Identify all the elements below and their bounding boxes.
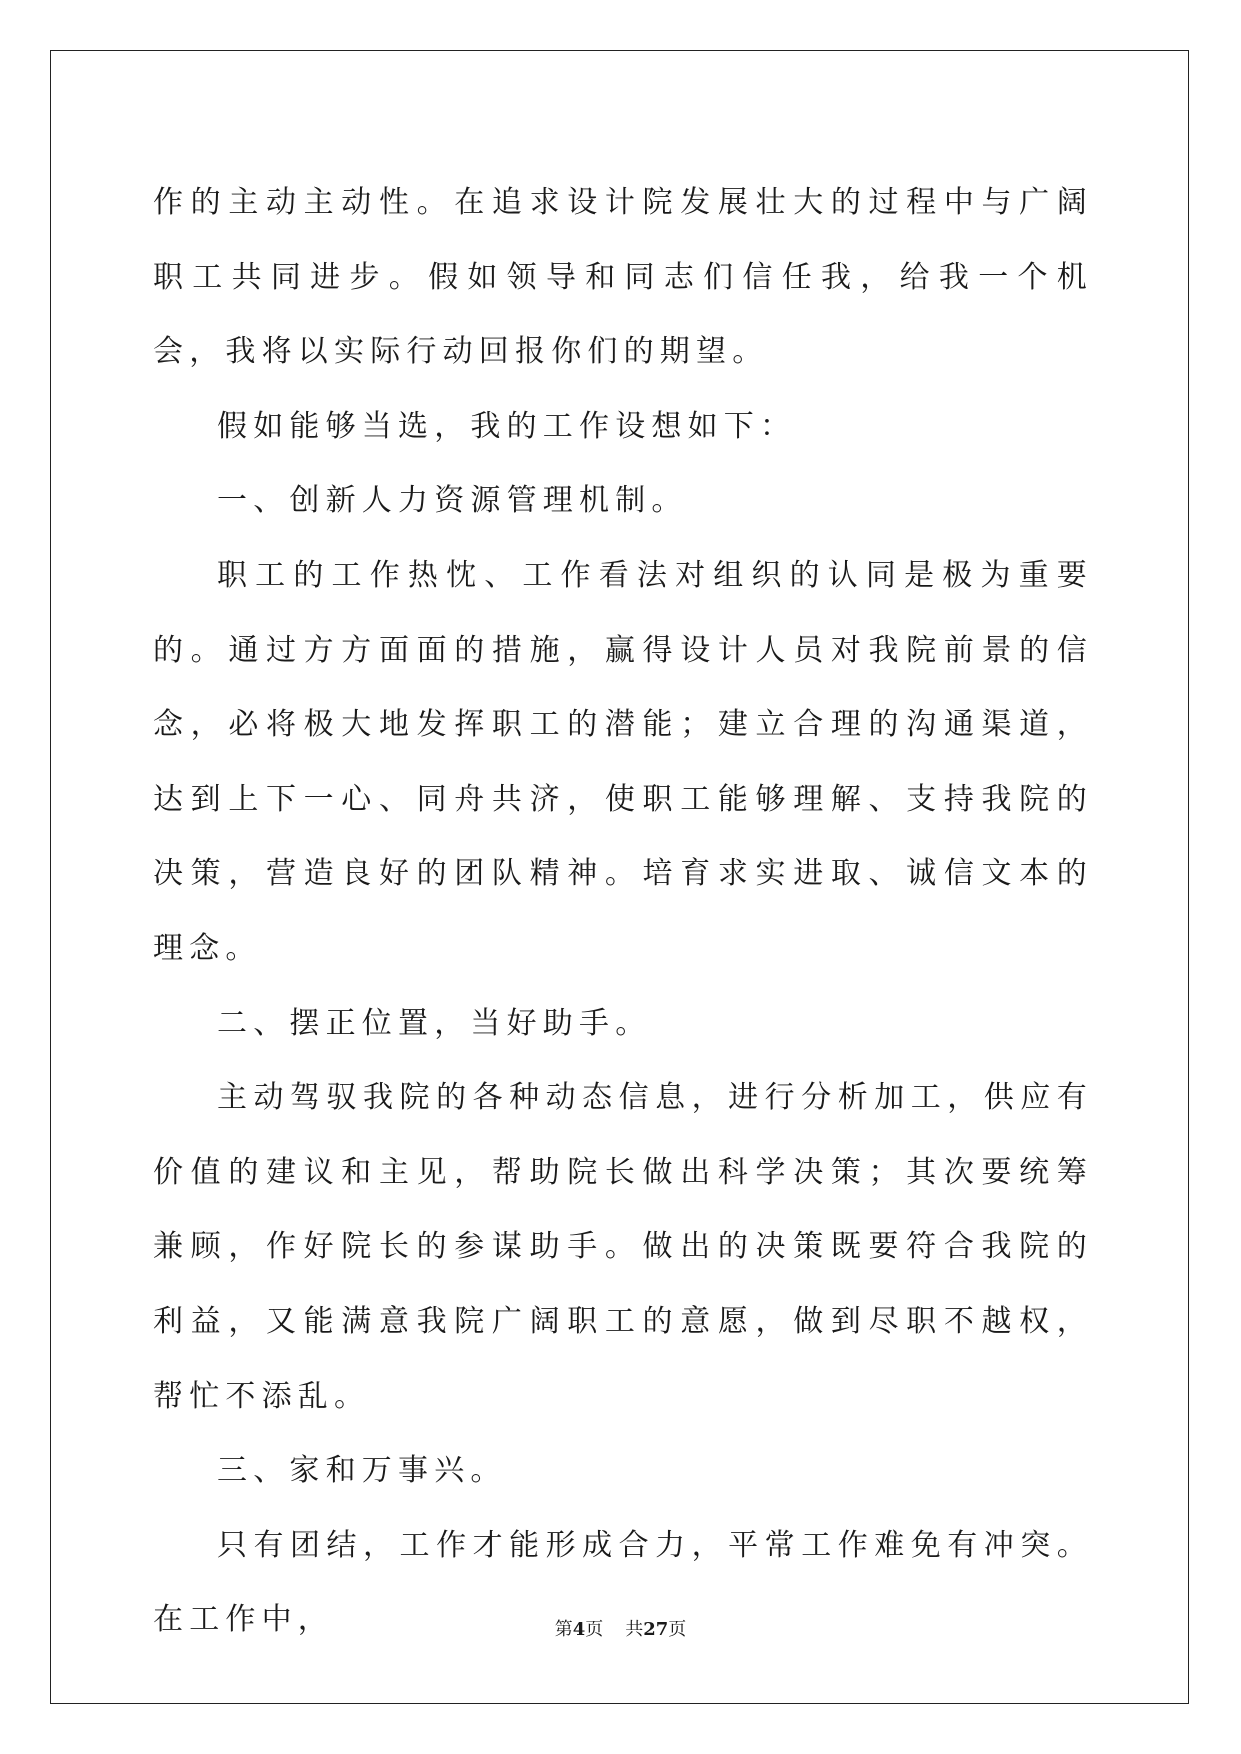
total-suffix: 页 (668, 1619, 687, 1640)
page-suffix: 页 (585, 1619, 604, 1640)
total-pages: 27 (643, 1619, 669, 1640)
page-prefix: 第 (554, 1619, 573, 1640)
page-number: 4 (572, 1619, 586, 1640)
paragraph: 作的主动主动性。在追求设计院发展壮大的过程中与广阔职工共同进步。假如领导和同志们信任我，给我一个机会，我将以实际行动回报你们的期望。 (153, 185, 1093, 370)
document-body (153, 166, 1093, 1658)
paragraph: 职工的工作热忱、工作看法对组织的认同是极为重要的。通过方方面面的措施，赢得设计人员对我院前景的信念，必将极大地发挥职工的潜能；建立合理的沟通渠道，达到上下一心、同舟共济，使职工能够理解、支持我院的决策，营造良好的团队精神。培育求实进取、诚信文本的理念。 (153, 557, 1093, 966)
paragraph: 只有团结，工作才能形成合力，平常工作难免有冲突。在工作中， (153, 1527, 1093, 1638)
section-heading: 三、家和万事兴。 (217, 1453, 507, 1489)
paragraph: 主动驾驭我院的各种动态信息，进行分析加工，供应有价值的建议和主见，帮助院长做出科学决策；其次要统筹兼顾，作好院长的参谋助手。做出的决策既要符合我院的利益，又能满意我院广阔职工的意愿，做到尽职不越权，帮忙不添乱。 (153, 1080, 1093, 1414)
section-heading: 二、摆正位置，当好助手。 (217, 1005, 652, 1041)
paragraph: 假如能够当选，我的工作设想如下： (217, 408, 797, 444)
section-heading: 一、创新人力资源管理机制。 (217, 483, 688, 519)
total-prefix: 共 (625, 1619, 644, 1640)
page-footer (0, 1615, 1241, 1641)
